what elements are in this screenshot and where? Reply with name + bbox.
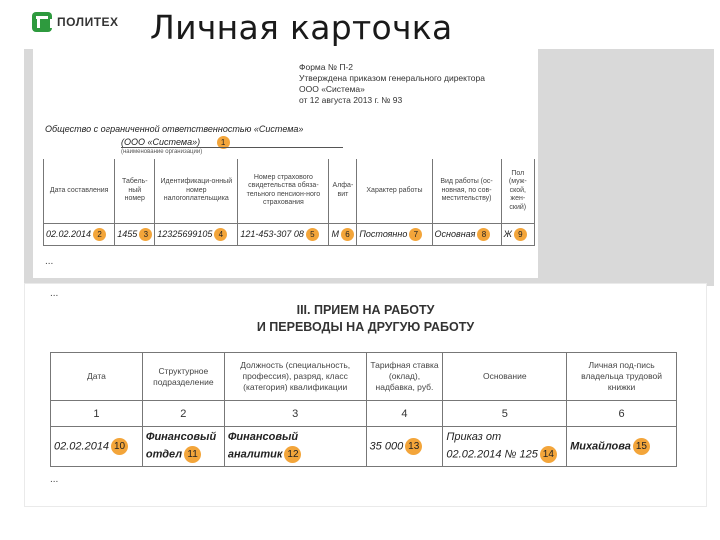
logo-text: ПОЛИТЕХ [57, 15, 119, 29]
marker-badge: 1 [217, 136, 230, 149]
marker-badge: 4 [214, 228, 227, 241]
table-cell [44, 223, 115, 245]
form-line: ООО «Система» [299, 84, 365, 94]
table-header-row [51, 353, 677, 401]
column-header: Дата составления [44, 159, 115, 223]
cell-value: М [331, 228, 339, 239]
marker-badge: 9 [514, 228, 527, 241]
cell-value: Финансовый [227, 431, 299, 444]
column-header: Идентификаци-онный номер налогоплательщика [155, 159, 238, 223]
cell-value: 02.02.2014 [54, 440, 110, 453]
table-cell [567, 427, 677, 467]
marker-badge: 3 [139, 228, 152, 241]
column-number: 3 [224, 401, 366, 427]
table-header-row [44, 159, 535, 223]
marker-badge: 12 [284, 446, 301, 463]
section-title-line: И ПЕРЕВОДЫ НА ДРУГУЮ РАБОТУ [256, 320, 475, 334]
marker-badge: 15 [633, 438, 650, 455]
marker-badge: 7 [409, 228, 422, 241]
table-cell [501, 223, 534, 245]
table-cell [155, 223, 238, 245]
marker-badge: 6 [341, 228, 354, 241]
divider [121, 147, 343, 148]
table-cell [238, 223, 329, 245]
table-cell [51, 427, 143, 467]
column-header: Дата [51, 353, 143, 401]
section-title-line: III. ПРИЕМ НА РАБОТУ [296, 303, 435, 317]
cell-value: Постоянно [359, 228, 408, 239]
employment-section-form [25, 284, 706, 506]
table-cell [357, 223, 432, 245]
form-line: от 12 августа 2013 г. № 93 [299, 95, 403, 105]
cell-value: 12325699105 [157, 228, 213, 239]
form-line: Утверждена приказом генерального директора [299, 73, 485, 83]
table-cell [224, 427, 366, 467]
personal-card-form-header [33, 48, 538, 278]
cell-value: аналитик [227, 448, 283, 461]
column-number: 5 [443, 401, 567, 427]
marker-badge: 2 [93, 228, 106, 241]
column-header: Алфа-вит [329, 159, 357, 223]
column-number: 4 [366, 401, 443, 427]
cell-value: 02.02.2014 [46, 228, 92, 239]
marker-badge: 8 [477, 228, 490, 241]
cell-value: 35 000 [369, 440, 404, 453]
cell-value: 02.02.2014 № 125 [446, 448, 538, 461]
marker-badge: 14 [540, 446, 557, 463]
marker-badge: 10 [111, 438, 128, 455]
organization-caption: (наименование организации) [121, 149, 203, 155]
cell-value: Финансовый [145, 431, 217, 444]
column-header: Структурное подразделение [142, 353, 224, 401]
column-number-row [51, 401, 677, 427]
employment-table [50, 352, 677, 467]
table-cell [329, 223, 357, 245]
cell-value: Ж [503, 228, 512, 239]
table-cell [115, 223, 155, 245]
cell-value: 1455 [117, 228, 138, 239]
page-title: Личная карточка [150, 8, 453, 47]
cell-value: отдел [145, 448, 183, 461]
organization-name [45, 124, 303, 134]
section-title [25, 302, 706, 336]
table-cell [432, 223, 501, 245]
marker-badge: 13 [405, 438, 422, 455]
ellipsis: ... [45, 256, 54, 267]
personal-card-table [43, 159, 535, 246]
column-header: Тарифная ставка (оклад), надбавка, руб. [366, 353, 443, 401]
cell-value: 121-453-307 08 [240, 228, 304, 239]
organization-short-text: (ООО «Система») [121, 136, 201, 147]
form-approval-block [299, 62, 485, 106]
cell-value: Приказ от [446, 431, 502, 444]
logo [32, 12, 119, 32]
column-header: Вид работы (ос-новная, по сов-местительству) [432, 159, 501, 223]
ellipsis: ... [50, 474, 59, 485]
organization-name-text: Общество с ограниченной ответственностью «Система» [45, 124, 304, 134]
column-number: 2 [142, 401, 224, 427]
column-header: Должность (специальность, профессия), разряд, класс (категория) квалификации [224, 353, 366, 401]
column-header: Табель-ный номер [115, 159, 155, 223]
table-row [44, 223, 535, 245]
form-line: Форма № П-2 [299, 62, 353, 72]
column-header: Пол (муж-ской, жен-ский) [501, 159, 534, 223]
column-header: Номер страхового свидетельства обяза-тельного пенсион-ного страхования [238, 159, 329, 223]
logo-mark-icon [32, 12, 52, 32]
table-row [51, 427, 677, 467]
marker-badge: 11 [184, 446, 201, 463]
marker-badge: 5 [306, 228, 319, 241]
table-cell [142, 427, 224, 467]
column-header: Личная под-пись владельца трудовой книжки [567, 353, 677, 401]
table-cell [443, 427, 567, 467]
table-cell [366, 427, 443, 467]
column-header: Характер работы [357, 159, 432, 223]
ellipsis: ... [50, 288, 59, 299]
column-number: 1 [51, 401, 143, 427]
column-header: Основание [443, 353, 567, 401]
cell-value: Основная [434, 228, 476, 239]
signature-value: Михайлова [570, 440, 631, 453]
column-number: 6 [567, 401, 677, 427]
